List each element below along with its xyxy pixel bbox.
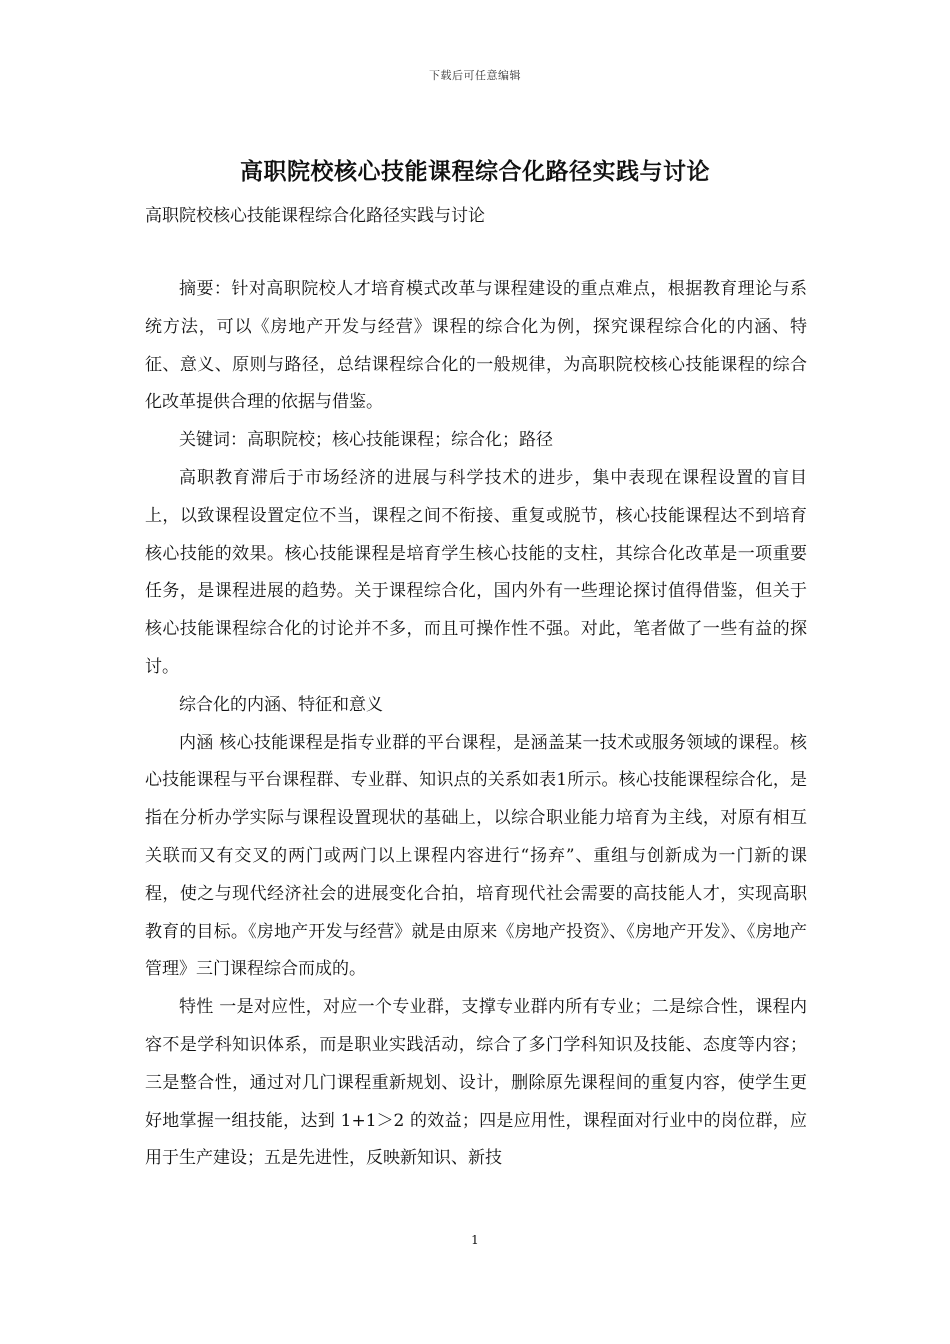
connotation-paragraph: 内涵 核心技能课程是指专业群的平台课程，是涵盖某一技术或服务领域的课程。核心技能课程与平台课程群、专业群、知识点的关系如表1所示。核心技能课程综合化，是指在分析办学实际与课程设置现状的基础上，以综合职业能力培育为主线，对原有相互关联而又有交叉的两门或两门以上课程内容进行“扬弃”、重组与创新成为一门新的课程，使之与现代经济社会的进展变化合拍，培育现代社会需要的高技能人才，实现高职教育的目标。《房地产开发与经营》就是由原来《房地产投资》、《房地产开发》、《房地产管理》三门课程综合而成的。: [145, 732, 807, 980]
intro-paragraph: 高职教育滞后于市场经济的进展与科学技术的进步，集中表现在课程设置的盲目上，以致课程设置定位不当，课程之间不衔接、重复或脱节，核心技能课程达不到培育核心技能的效果。核心技能课程是培育学生核心技能的支柱，其综合化改革是一项重要任务，是课程进展的趋势。关于课程综合化，国内外有一些理论探讨值得借鉴，但关于核心技能课程综合化的讨论并不多，而且可操作性不强。对此，笔者做了一些有益的探讨。: [145, 467, 807, 677]
document-subtitle: 高职院校核心技能课程综合化路径实践与讨论: [145, 206, 485, 226]
page-number: 1: [471, 1233, 479, 1247]
section-heading: 综合化的内涵、特征和意义: [179, 694, 383, 715]
abstract-paragraph: 摘要：针对高职院校人才培育模式改革与课程建设的重点难点，根据教育理论与系统方法，可以《房地产开发与经营》课程的综合化为例，探究课程综合化的内涵、特征、意义、原则与路径，总结课程综合化的一般规律，为高职院校核心技能课程的综合化改革提供合理的依据与借鉴。: [145, 279, 807, 413]
characteristics-paragraph: 特性 一是对应性，对应一个专业群，支撑专业群内所有专业；二是综合性，课程内容不是学科知识体系，而是职业实践活动，综合了多门学科知识及技能、态度等内容；三是整合性，通过对几门课程重新规划、设计，删除原先课程间的重复内容，使学生更好地掌握一组技能，达到 1+1＞2 的效益；四是应用性，课程面对行业中的岗位群，应用于生产建设；五是先进性，反映新知识、新技: [145, 997, 807, 1169]
keywords-paragraph: 关键词：高职院校；核心技能课程；综合化；路径: [179, 430, 553, 451]
page-header-note: 下载后可任意编辑: [429, 69, 521, 82]
document-body: [145, 271, 807, 1178]
document-title: 高职院校核心技能课程综合化路径实践与讨论: [240, 158, 710, 185]
